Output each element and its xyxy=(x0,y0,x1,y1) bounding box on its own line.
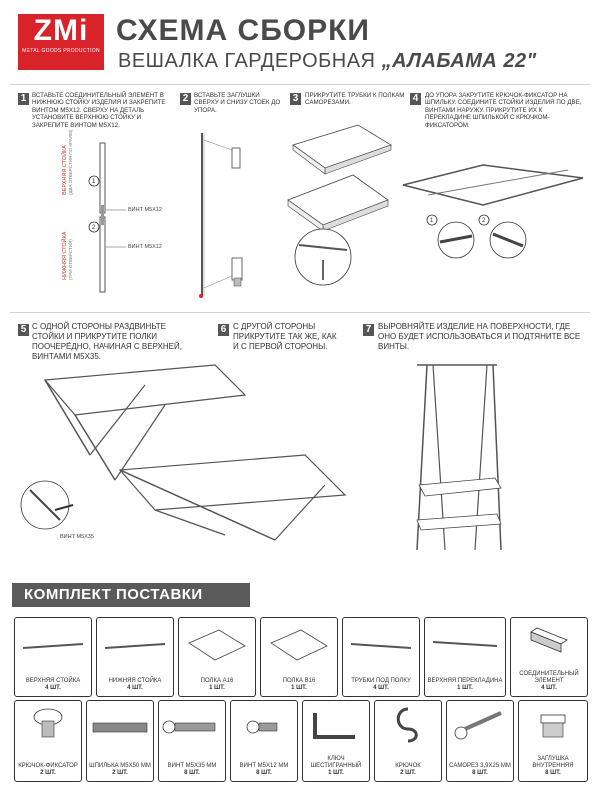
step-6-number: 6 xyxy=(218,324,229,336)
kit-item-hook-fixer xyxy=(14,700,82,782)
kit-item-name: ВЕРХНЯЯ ПЕРЕКЛАДИНА xyxy=(427,678,503,684)
page-subtitle xyxy=(118,50,537,73)
kit-item-qty: 8 ШТ. xyxy=(472,770,488,776)
step-6-text: С ДРУГОЙ СТОРОНЫ ПРИКРУТИТЕ ТАК ЖЕ, КАК И С ПЕРВОЙ СТОРОНЫ. xyxy=(233,322,337,351)
kit-item-qty: 8 ШТ. xyxy=(545,770,561,776)
kit-item-qty: 8 ШТ. xyxy=(256,770,272,776)
upper-post-label: ВЕРХНЯЯ СТОЙКА (ДВА ОТВЕРСТИЯ ПО КРАЯМ) xyxy=(62,129,73,195)
kit-item-name: ШПИЛЬКА М5Х50 ММ xyxy=(89,763,151,769)
step-1-text: ВСТАВЬТЕ СОЕДИНИТЕЛЬНЫЙ ЭЛЕМЕНТ В НИЖНЮЮ СТОЙКУ ИЗДЕЛИЯ И ЗАКРЕПИТЕ ВИНТОМ М5Х12. СВЕРХУ НА ДЕТАЛЬ УСТАНОВИТЕ ВЕРХНЮЮ СТОЙКУ И ЗАКРЕПИТЕ ВИНТОМ М5Х12. xyxy=(32,92,166,129)
kit-item-shelf-b16 xyxy=(260,617,338,697)
svg-text:2: 2 xyxy=(482,218,486,224)
kit-item-name: ВИНТ М5Х12 ММ xyxy=(239,763,289,769)
svg-text:1: 1 xyxy=(430,218,434,224)
kit-heading: КОМПЛЕКТ ПОСТАВКИ xyxy=(12,583,250,607)
kit-item-qty: 4 ШТ. xyxy=(541,685,557,691)
kit-item-qty: 4 ШТ. xyxy=(45,685,61,691)
step-4-text: ДО УПОРА ЗАКРУТИТЕ КРЮЧОК-ФИКСАТОР НА ШПИЛЬКУ. СОЕДИНИТЕ СТОЙКИ ИЗДЕЛИЯ ПО ДВЕ, ВИНТАМИ НАРУЖУ. ПРИКРУТИТЕ ИХ К ПЕРЕКЛАДИНЕ ШПИЛЬКОЙ С КРЮЧКОМ-ФИКСАТОРОМ. xyxy=(425,92,582,129)
brand-logo xyxy=(18,14,104,70)
step-7-text: ВЫРОВНЯЙТЕ ИЗДЕЛИЕ НА ПОВЕРХНОСТИ, ГДЕ ОНО БУДЕТ ИСПОЛЬЗОВАТЬСЯ И ПОДТЯНИТЕ ВСЕ ВИНТЫ. xyxy=(378,322,581,351)
kit-item-name: НИЖНЯЯ СТОЙКА xyxy=(108,678,162,684)
kit-item-shelf-tubes xyxy=(342,617,420,697)
kit-item-qty: 1 ШТ. xyxy=(291,685,307,691)
step-1-illustration xyxy=(70,135,180,300)
steps-divider xyxy=(10,312,590,313)
kit-item-name: ТРУБКИ ПОД ПОЛКУ xyxy=(351,678,411,684)
kit-item-name: СОЕДИНИТЕЛЬНЫЙ ЭЛЕМЕНТ xyxy=(519,671,579,684)
kit-item-qty: 4 ШТ. xyxy=(373,685,389,691)
step-1-number: 1 xyxy=(18,93,29,105)
step-5-screw-label: ВИНТ М5Х35 xyxy=(60,534,94,540)
kit-item-screw-m5x12 xyxy=(230,700,298,782)
kit-item-stud xyxy=(86,700,154,782)
kit-item-qty: 1 ШТ. xyxy=(457,685,473,691)
step-3-number: 3 xyxy=(290,93,301,105)
kit-item-inner-cap xyxy=(518,700,588,782)
kit-item-name: КРЮЧОК-ФИКСАТОР xyxy=(18,763,78,769)
kit-item-qty: 4 ШТ. xyxy=(127,685,143,691)
subtitle-text: ВЕШАЛКА ГАРДЕРОБНАЯ xyxy=(118,50,376,72)
step-7-number: 7 xyxy=(363,324,374,336)
kit-item-name: ВИНТ М5Х35 ММ xyxy=(167,763,217,769)
kit-item-qty: 1 ШТ. xyxy=(209,685,225,691)
page-title: СХЕМА СБОРКИ xyxy=(116,14,370,47)
step-4-number: 4 xyxy=(410,93,421,105)
kit-item-hex-key xyxy=(302,700,370,782)
step-5-illustration xyxy=(15,360,355,560)
kit-item-qty: 8 ШТ. xyxy=(184,770,200,776)
product-name: „АЛАБАМА 22" xyxy=(381,50,537,72)
kit-item-name: КЛЮЧ ШЕСТИГРАННЫЙ xyxy=(310,756,362,769)
step-2-number: 2 xyxy=(180,93,191,105)
kit-item-qty: 2 ШТ. xyxy=(40,770,56,776)
svg-text:1: 1 xyxy=(92,179,96,185)
step-7-illustration xyxy=(405,360,510,560)
kit-item-name: ПОЛКА В16 xyxy=(282,678,316,684)
kit-item-connector xyxy=(510,617,588,697)
kit-item-qty: 2 ШТ. xyxy=(112,770,128,776)
step-5-number: 5 xyxy=(18,324,29,336)
step-2-illustration xyxy=(190,128,270,303)
kit-item-qty: 2 ШТ. xyxy=(400,770,416,776)
brand-tagline: METAL GOODS PRODUCTION xyxy=(22,48,100,54)
step-3-text: ПРИКРУТИТЕ ТРУБКИ К ПОЛКАМ САМОРЕЗАМИ. xyxy=(305,92,405,107)
kit-item-lower-post xyxy=(96,617,174,697)
lower-post-label: НИЖНЯЯ СТОЙКА (ТРИ ОТВЕРСТИЯ) xyxy=(62,231,73,280)
svg-text:2: 2 xyxy=(92,225,96,231)
kit-item-top-crossbar xyxy=(424,617,506,697)
kit-item-name: КРЮЧОК xyxy=(395,763,421,769)
kit-item-name: САМОРЕЗ 3,9Х25 ММ xyxy=(449,763,511,769)
step-3-illustration xyxy=(283,120,408,295)
kit-item-self-tapping-screw xyxy=(446,700,514,782)
step-4-illustration xyxy=(398,160,598,260)
step-5-text: С ОДНОЙ СТОРОНЫ РАЗДВИНЬТЕ СТОЙКИ И ПРИКРУТИТЕ ПОЛКИ ПООЧЕРЁДНО, НАЧИНАЯ С ВЕРХНЕЙ, ВИНТАМИ М5Х35. xyxy=(32,322,182,361)
kit-item-qty: 1 ШТ. xyxy=(328,770,344,776)
kit-item-name: ВЕРХНЯЯ СТОЙКА xyxy=(25,678,81,684)
kit-item-shelf-a16 xyxy=(178,617,256,697)
screw-label-b: ВИНТ М5Х12 xyxy=(128,244,162,250)
brand-name: ZMi xyxy=(33,14,89,47)
header-divider xyxy=(10,84,590,85)
kit-item-upper-post xyxy=(14,617,92,697)
step-2-text: ВСТАВЬТЕ ЗАГЛУШКИ СВЕРХУ И СНИЗУ СТОЕК ДО УПОРА. xyxy=(194,92,281,114)
kit-item-screw-m5x35 xyxy=(158,700,226,782)
screw-label-a: ВИНТ М5Х12 xyxy=(128,207,162,213)
kit-item-hook xyxy=(374,700,442,782)
kit-item-name: ЗАГЛУШКА ВНУТРЕННЯЯ xyxy=(532,756,574,769)
kit-item-name: ПОЛКА А16 xyxy=(200,678,234,684)
